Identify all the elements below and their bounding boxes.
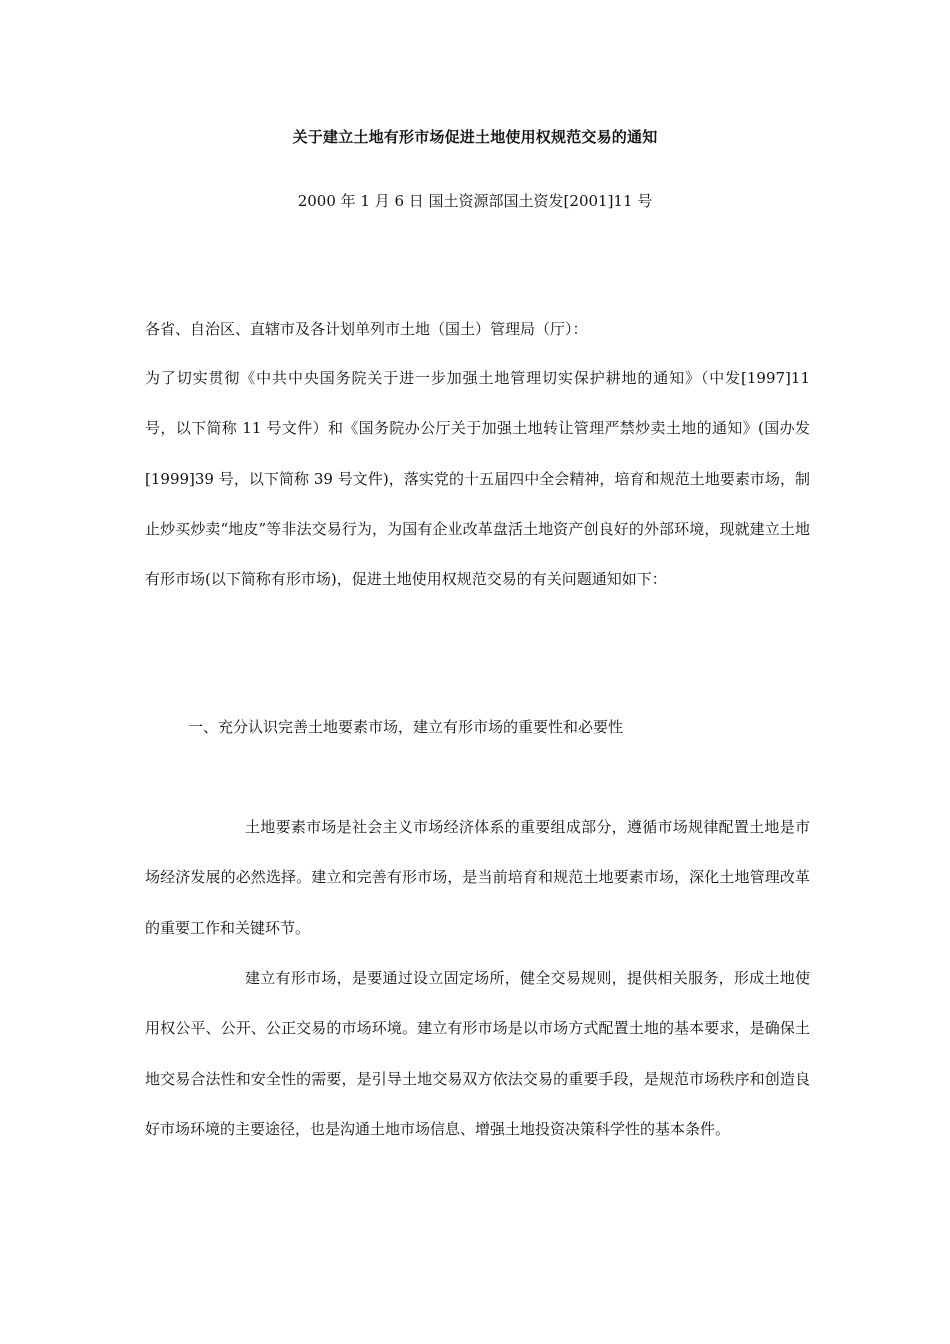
- section-1-paragraph-1: 土地要素市场是社会主义市场经济体系的重要组成部分，遵循市场规律配置土地是市场经济发展的必然选择。建立和完善有形市场，是当前培育和规范土地要素市场，深化土地管理改革的重要工作和关键环节。: [145, 818, 810, 937]
- salutation: 各省、自治区、直辖市及各计划单列市土地（国土）管理局（厅）：: [145, 320, 588, 338]
- section-heading-1: 一、充分认识完善土地要素市场，建立有形市场的重要性和必要性: [188, 718, 624, 736]
- document-date-reference: 2000 年 1 月 6 日 国土资源部国土资发[2001]11 号: [297, 192, 653, 210]
- document-title: 关于建立土地有形市场促进土地使用权规范交易的通知: [292, 128, 658, 146]
- intro-paragraph: 为了切实贯彻《中共中央国务院关于进一步加强土地管理切实保护耕地的通知》（中发[1997]11 号，以下简称 11 号文件）和《国务院办公厅关于加强土地转让管理严禁炒卖土地的通知》(国办发[1999]39 号，以下简称 39 号文件)，落实党的十五届四中全会精神，培育和规范土地要素市场，制止炒买炒卖“地皮”等非法交易行为，为国有企业改革盘活土地资产创良好的外部环境，现就建立土地有形市场(以下简称有形市场)，促进土地使用权规范交易的有关问题通知如下：: [145, 369, 810, 589]
- section-1-paragraph-2: 建立有形市场，是要通过设立固定场所，健全交易规则，提供相关服务，形成土地使用权公平、公开、公正交易的市场环境。建立有形市场是以市场方式配置土地的基本要求，是确保土地交易合法性和安全性的需要，是引导土地交易双方依法交易的重要手段，是规范市场秩序和创造良好市场环境的主要途径，也是沟通土地市场信息、增强土地投资决策科学性的基本条件。: [145, 969, 810, 1138]
